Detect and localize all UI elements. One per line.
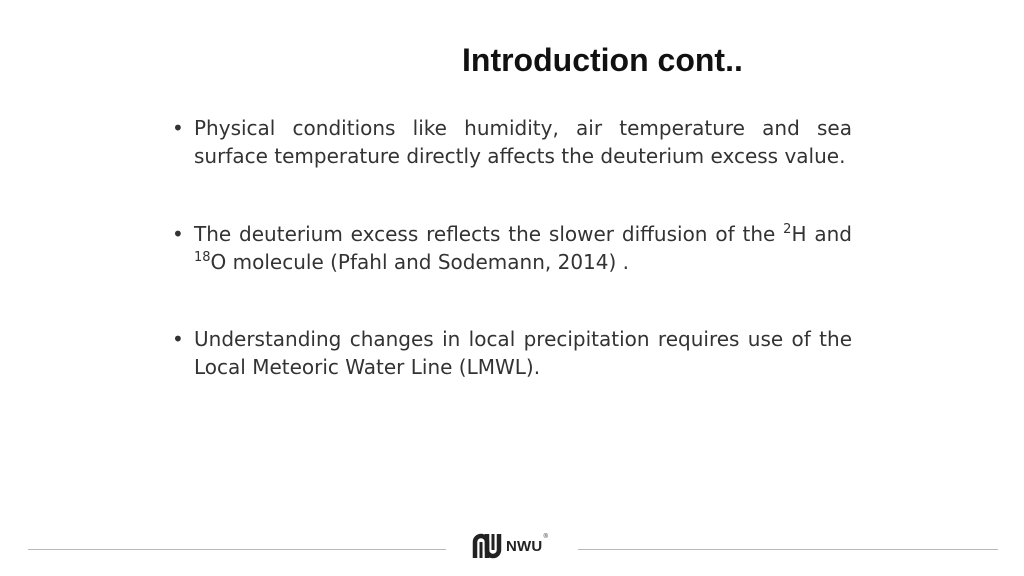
bullet-icon: • bbox=[172, 222, 184, 246]
footer-divider-right bbox=[578, 549, 998, 550]
nwu-logo bbox=[472, 528, 548, 564]
bullet-text: Understanding changes in local precipitation requires use of the Local Meteoric Water Line (LMWL). bbox=[194, 327, 852, 379]
nwu-emblem-icon bbox=[472, 531, 502, 561]
bullet-text-part: O molecule (Pfahl and Sodemann, 2014) . bbox=[210, 250, 630, 274]
superscript-mass-number: 2 bbox=[783, 222, 792, 237]
bullet-text-part: The deuterium excess reflects the slower diffusion of the bbox=[194, 222, 784, 246]
bullet-item bbox=[170, 220, 852, 276]
logo-wordmark: NWU bbox=[506, 537, 543, 555]
bullet-icon: • bbox=[172, 116, 184, 140]
registered-mark: ® bbox=[543, 534, 548, 540]
bullet-list bbox=[170, 114, 852, 381]
bullet-item bbox=[170, 325, 852, 381]
superscript-mass-number: 18 bbox=[194, 250, 211, 265]
bullet-icon: • bbox=[172, 327, 184, 351]
bullet-text: Physical conditions like humidity, air temperature and sea surface temperature directly affects the deuterium excess value. bbox=[194, 116, 852, 168]
bullet-text-part: H and bbox=[791, 222, 852, 246]
bullet-item bbox=[170, 114, 852, 170]
footer-divider-left bbox=[28, 549, 446, 550]
slide-title: Introduction cont.. bbox=[462, 42, 743, 78]
